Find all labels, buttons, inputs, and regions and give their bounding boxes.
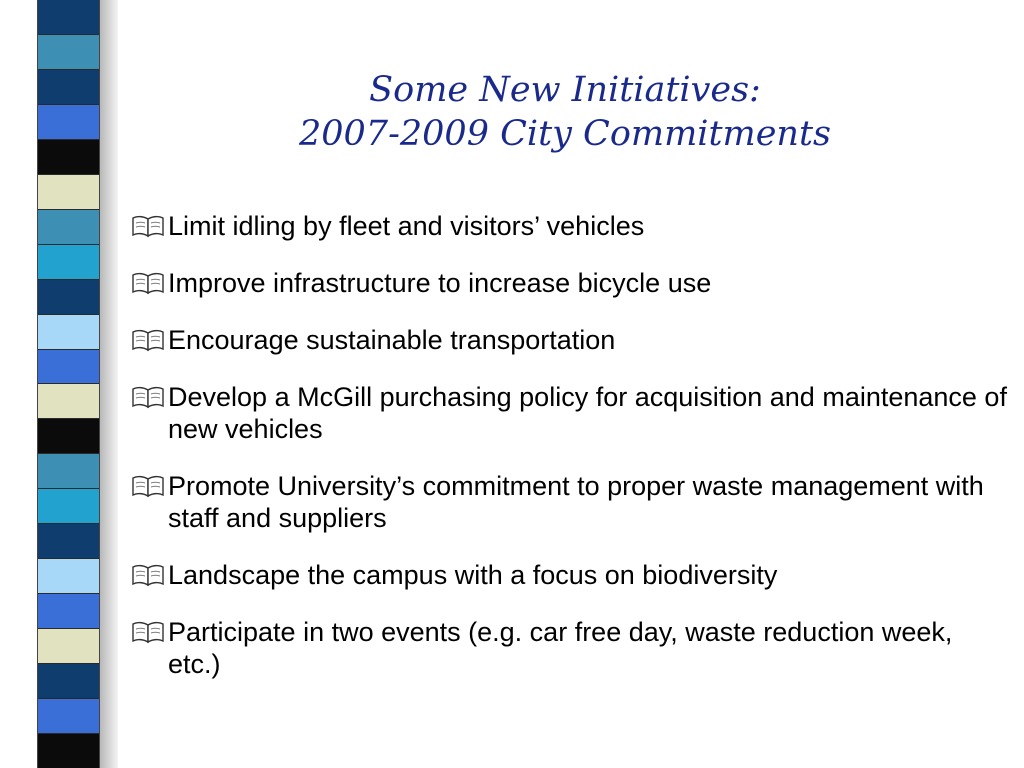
stripe-segment: [38, 350, 99, 385]
stripe-segment: [38, 489, 99, 524]
stripe-shadow: [100, 0, 118, 768]
stripe-segment: [38, 35, 99, 70]
stripe-segment: [38, 140, 99, 175]
stripe-segment: [38, 70, 99, 105]
bullet-item: [128, 267, 1008, 299]
open-book-icon: [128, 210, 168, 242]
stripe-segment: [38, 245, 99, 280]
slide-title: [150, 68, 980, 156]
stripe-segment: [38, 594, 99, 629]
stripe-segment: [38, 419, 99, 454]
slide-title-line-2: 2007-2009 City Commitments: [299, 114, 831, 154]
open-book-icon: [128, 381, 168, 413]
open-book-icon: [128, 559, 168, 591]
stripe-segment: [38, 524, 99, 559]
stripe-segment: [38, 105, 99, 140]
bullet-text: Promote University’s commitment to proper waste management with staff and suppliers: [168, 471, 984, 533]
bullet-text: Participate in two events (e.g. car free day, waste reduction week, etc.): [168, 617, 953, 679]
stripe-segment: [38, 629, 99, 664]
bullet-text: Encourage sustainable transportation: [168, 325, 616, 355]
stripe-segment: [38, 664, 99, 699]
bullet-text: Improve infrastructure to increase bicycle use: [168, 268, 712, 298]
stripe-segment: [38, 734, 99, 768]
bullet-item: [128, 470, 1008, 534]
stripe-segment: [38, 384, 99, 419]
bullet-text: Develop a McGill purchasing policy for acquisition and maintenance of new vehicles: [168, 382, 1007, 444]
bullet-item: [128, 616, 1008, 680]
bullet-text: Landscape the campus with a focus on biodiversity: [168, 560, 778, 590]
stripe-segment: [38, 0, 99, 35]
bullet-item: [128, 381, 1008, 445]
stripe-segment: [38, 454, 99, 489]
bullet-item: [128, 324, 1008, 356]
stripe-segment: [38, 210, 99, 245]
decorative-stripe-bar: [37, 0, 100, 768]
open-book-icon: [128, 324, 168, 356]
stripe-segment: [38, 175, 99, 210]
open-book-icon: [128, 616, 168, 648]
bullet-item: [128, 559, 1008, 591]
bullet-text: Limit idling by fleet and visitors’ vehicles: [168, 211, 645, 241]
bullet-item: [128, 210, 1008, 242]
open-book-icon: [128, 267, 168, 299]
stripe-segment: [38, 315, 99, 350]
slide-title-line-1: Some New Initiatives:: [369, 70, 761, 110]
open-book-icon: [128, 470, 168, 502]
stripe-segment: [38, 280, 99, 315]
stripe-segment: [38, 699, 99, 734]
bullet-list: [128, 210, 1008, 705]
stripe-segment: [38, 559, 99, 594]
